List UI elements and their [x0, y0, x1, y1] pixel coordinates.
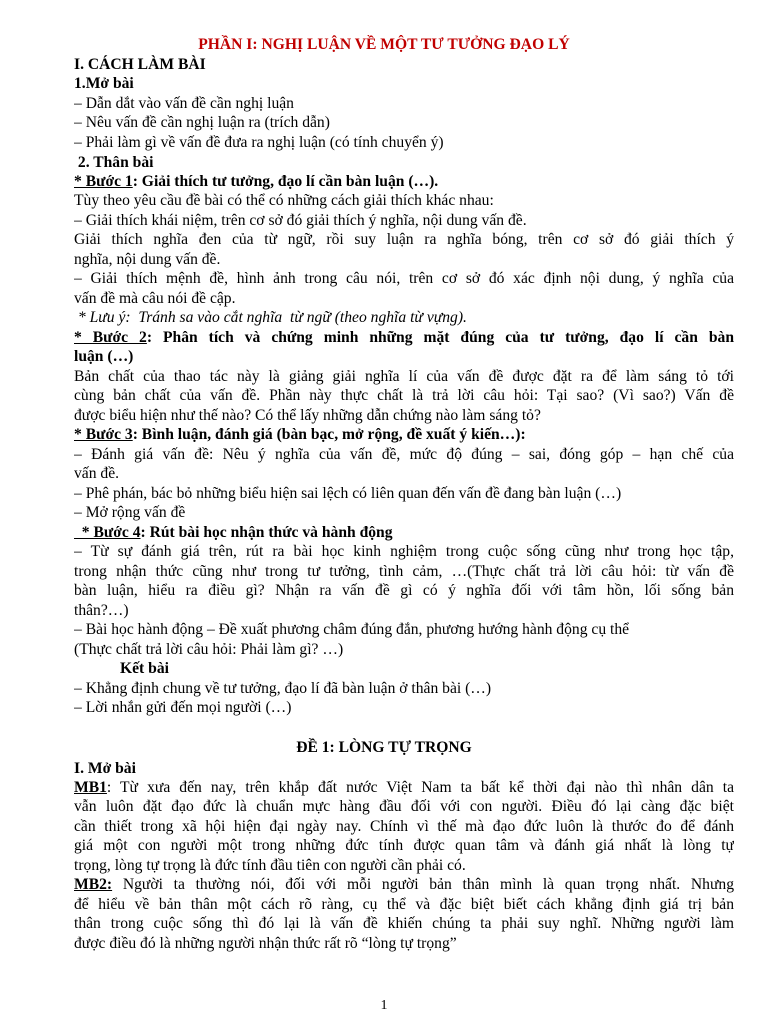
step1-note: * Lưu ý: Tránh sa vào cắt nghĩa từ ngữ (theo nghĩa từ vựng).: [74, 309, 467, 326]
conclusion-heading: Kết bài: [120, 660, 169, 677]
mb1-line: giá một con người một trong những đức tính được quan tâm và đánh giá nhất là lòng tự: [74, 837, 734, 854]
step1-title: : Giải thích tư tưởng, đạo lí cần bàn luận (…).: [132, 173, 439, 190]
intro-item: – Phải làm gì về vấn đề đưa ra nghị luận (có tính chuyển ý): [74, 134, 444, 151]
intro-heading: 1.Mở bài: [74, 75, 134, 92]
mb2-line: được điều đó là những người nhận thức rất rõ “lòng tự trọng”: [74, 935, 457, 952]
step3-line: – Phê phán, bác bỏ những biểu hiện sai lệch có liên quan đến vấn đề đang bàn luận (…): [74, 485, 622, 502]
step4-line: – Bài học hành động – Đề xuất phương châm đúng đắn, phương hướng hành động cụ thể: [74, 621, 630, 638]
step1-line: Tùy theo yêu cầu đề bài có thể có những cách giải thích khác nhau:: [74, 192, 494, 209]
step2-line: Bản chất của thao tác này là giảng giải nghĩa lí của vấn đề được đặt ra để làm sáng tỏ tới: [74, 368, 734, 385]
mb2-line: [74, 875, 734, 894]
page-number: 1: [380, 998, 388, 1013]
step3-line: – Đánh giá vấn đề: Nêu ý nghĩa của vấn đề, mức độ đúng – sai, đóng góp – hạn chế của: [74, 446, 734, 463]
step1-line: Giải thích nghĩa đen của từ ngữ, rồi suy luận ra nghĩa bóng, trên cơ sở đó giải thích ý: [74, 231, 734, 248]
step4-line: – Từ sự đánh giá trên, rút ra bài học kinh nghiệm trong cuộc sống cũng như trong học tập,: [74, 543, 734, 560]
part-title: PHẦN I: NGHỊ LUẬN VỀ MỘT TƯ TƯỞNG ĐẠO LÝ: [198, 36, 570, 53]
step1-heading: [74, 172, 734, 191]
step4-heading: [74, 523, 734, 542]
step3-line: – Mở rộng vấn đề: [74, 504, 186, 521]
mb1-line: trọng, lòng tự trọng là đức tính đầu tiên con người cần phải có.: [74, 857, 466, 874]
exercise-title: ĐỀ 1: LÒNG TỰ TRỌNG: [296, 739, 472, 756]
intro-item: – Nêu vấn đề cần nghị luận ra (trích dẫn): [74, 114, 330, 131]
body-heading: 2. Thân bài: [74, 154, 154, 171]
step2-line: cùng bản chất của vấn đề. Phần này thực chất là trả lời câu hỏi: Tại sao? (Vì sao?) Vấn đề: [74, 387, 734, 404]
mb1-line: cần thiết trong xã hội hiện đại ngày nay. Chính vì thế mà đạo đức luôn là thước đo để đánh: [74, 818, 734, 835]
step1-line: – Giải thích khái niệm, trên cơ sở đó giải thích ý nghĩa, nội dung vấn đề.: [74, 212, 527, 229]
step2-heading: [74, 328, 734, 347]
exercise-intro-heading: I. Mở bài: [74, 760, 136, 777]
step3-label: * Bước 3: [74, 426, 133, 443]
step2-heading-cont: luận (…): [74, 348, 134, 365]
mb1-line: [74, 778, 734, 797]
step1-line: – Giải thích mệnh đề, hình ảnh trong câu nói, trên cơ sở đó xác định nội dung, ý nghĩa của: [74, 270, 734, 287]
step3-heading: [74, 425, 734, 444]
step4-line: thân?…): [74, 602, 129, 619]
step2-label: * Bước 2: [74, 329, 147, 346]
mb1-label: MB1: [74, 779, 107, 796]
step1-line: nghĩa, nội dung vấn đề.: [74, 251, 221, 268]
step3-title: : Bình luận, đánh giá (bàn bạc, mở rộng, đề xuất ý kiến…):: [132, 426, 526, 443]
step2-line: được biểu hiện như thế nào? Có thể lấy những dẫn chứng nào làm sáng tỏ?: [74, 407, 541, 424]
step2-title: : Phân tích và chứng minh những mặt đúng của tư tưởng, đạo lí cần bàn: [146, 329, 734, 346]
step4-line: (Thực chất trả lời câu hỏi: Phải làm gì? …): [74, 641, 344, 658]
mb2-line: thân trong cuộc sống thì đó lại là vấn đề khiến chúng ta phải suy nghĩ. Những người làm: [74, 915, 734, 932]
conclusion-item: – Khẳng định chung về tư tưởng, đạo lí đã bàn luận ở thân bài (…): [74, 680, 492, 697]
step1-label: * Bước 1: [74, 173, 133, 190]
step3-line: vấn đề.: [74, 465, 120, 482]
conclusion-item: – Lời nhắn gửi đến mọi người (…): [74, 699, 292, 716]
mb2-label: MB2:: [74, 876, 113, 893]
step4-label: * Bước 4: [74, 524, 141, 541]
step1-line: vấn đề mà câu nói đề cập.: [74, 290, 236, 307]
mb1-text: : Từ xưa đến nay, trên khắp đất nước Việt Nam ta bất kể thời đại nào thì nhân dân ta: [106, 779, 734, 796]
mb1-line: vẫn luôn đặt đạo đức là chuẩn mực hàng đầu đối với con người. Điều đó lại càng đặc biệt: [74, 798, 734, 815]
method-heading: I. CÁCH LÀM BÀI: [74, 56, 206, 73]
step4-line: bàn luận, hiểu ra điều gì? Nhận ra vấn đề gì có ý nghĩa đối với tâm hồn, lối sống bản: [74, 582, 734, 599]
step4-line: trong nhận thức cũng như trong tư tưởng, tình cảm, …(Thực chất trả lời câu hỏi: từ vấn đề: [74, 563, 734, 580]
mb2-line: để hiểu về bản thân một cách rõ ràng, cụ thể và đặc biệt biết cách khẳng định giá trị bản: [74, 896, 734, 913]
step4-title: : Rút bài học nhận thức và hành động: [140, 524, 393, 541]
intro-item: – Dẫn dắt vào vấn đề cần nghị luận: [74, 95, 294, 112]
mb2-text: Người ta thường nói, đối với mỗi người bản thân mình là quan trọng nhất. Nhưng: [112, 876, 734, 893]
